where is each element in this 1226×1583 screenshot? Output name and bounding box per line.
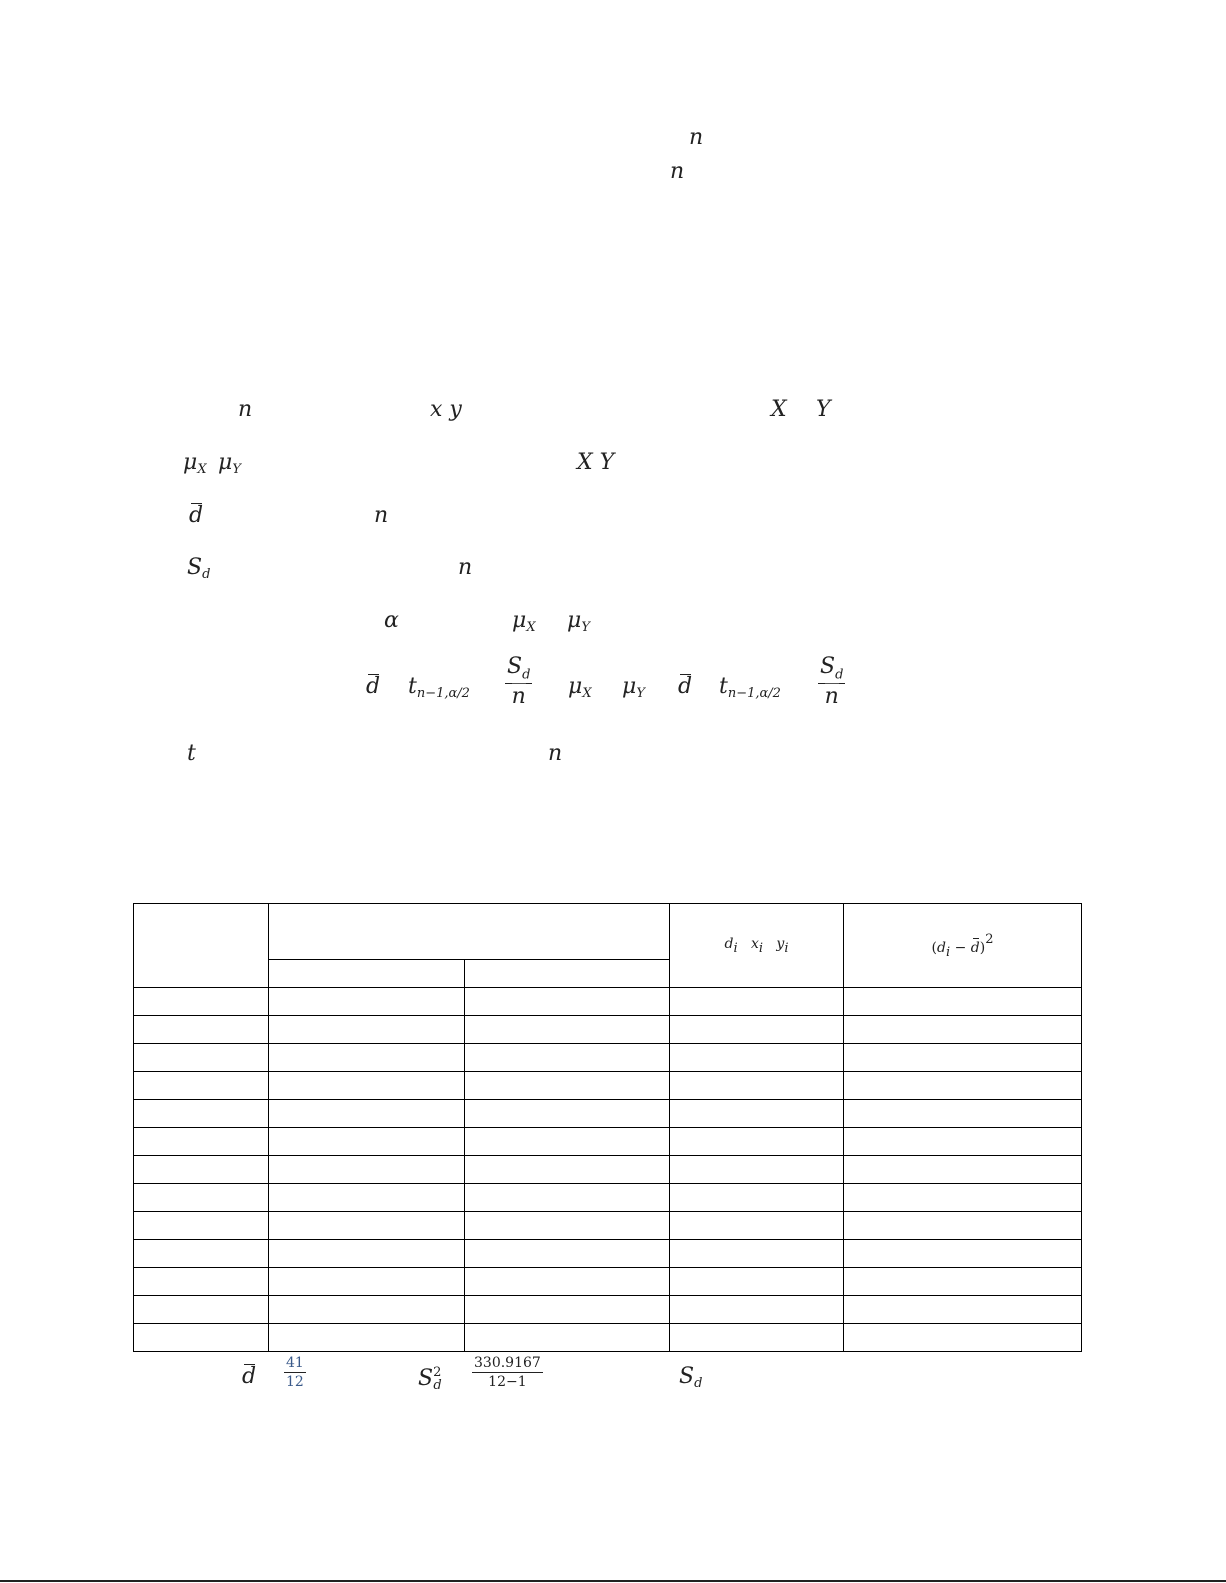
table-row — [134, 1072, 1082, 1100]
summary-variance-symbol: $S^2_d$ — [418, 1365, 442, 1393]
row3-n-symbol: n — [374, 503, 389, 528]
row1-Y-symbol: Y — [816, 397, 831, 422]
table-cell — [670, 1296, 844, 1324]
table-cell — [670, 1016, 844, 1044]
table-row — [134, 1016, 1082, 1044]
table-cell — [465, 1044, 670, 1072]
table-row — [134, 988, 1082, 1016]
table-cell — [465, 1100, 670, 1128]
table-cell — [844, 1296, 1082, 1324]
table-cell — [269, 1324, 465, 1352]
table-cell — [134, 1184, 269, 1212]
table-row — [134, 1268, 1082, 1296]
table-cell — [465, 988, 670, 1016]
table-row — [134, 1296, 1082, 1324]
header-difference: $d_i$ $x_i$ $y_i$ — [670, 904, 844, 988]
table-cell — [844, 1100, 1082, 1128]
table-cell — [465, 1240, 670, 1268]
table-cell — [269, 1072, 465, 1100]
page-bottom-rule — [0, 1580, 1226, 1582]
row4-n-symbol: n — [458, 555, 473, 580]
row4-Sd-symbol: $S_d$ — [187, 555, 211, 582]
table-cell — [134, 988, 269, 1016]
table-cell — [465, 1296, 670, 1324]
row5-mu-y: $\mu_Y$ — [567, 608, 590, 635]
table-cell — [844, 1016, 1082, 1044]
table-cell — [844, 1268, 1082, 1296]
ci-dbar-right: d — [678, 674, 693, 699]
table-cell — [844, 988, 1082, 1016]
table-cell — [269, 1100, 465, 1128]
table-cell — [670, 988, 844, 1016]
table-row — [134, 1044, 1082, 1072]
table-row — [134, 1212, 1082, 1240]
table-cell — [844, 1324, 1082, 1352]
subheader-cell-y — [465, 960, 670, 988]
table-cell — [269, 1296, 465, 1324]
table-cell — [670, 1240, 844, 1268]
header-squared-deviation: $(d_i - d)^2$ — [844, 904, 1082, 988]
table-row — [134, 1324, 1082, 1352]
table-cell — [844, 1156, 1082, 1184]
intro-n-symbol-2: n — [670, 159, 685, 184]
summary-sd-symbol: $S_d$ — [679, 1364, 703, 1391]
table-cell — [134, 1324, 269, 1352]
table-row — [134, 1240, 1082, 1268]
ci-mu-y: $\mu_Y$ — [622, 674, 645, 701]
table-cell — [134, 1100, 269, 1128]
summary-variance-fraction: $\frac{330.9167}{12-1}$ — [474, 1355, 541, 1390]
table-cell — [134, 1044, 269, 1072]
table-cell — [670, 1100, 844, 1128]
table-cell — [269, 1016, 465, 1044]
table-cell — [465, 1184, 670, 1212]
ci-mu-x: $\mu_X$ — [568, 674, 592, 701]
row1-xy-symbols: x y — [430, 397, 462, 422]
header-empty-cell — [134, 904, 269, 988]
table-cell — [269, 1184, 465, 1212]
table-cell — [465, 1016, 670, 1044]
row3-dbar-symbol: d — [189, 503, 204, 528]
table-row — [134, 1100, 1082, 1128]
table-cell — [465, 1128, 670, 1156]
table-cell — [269, 1212, 465, 1240]
table-cell — [465, 1072, 670, 1100]
row7-t-symbol: t — [187, 741, 196, 766]
table-row — [134, 1184, 1082, 1212]
intro-n-symbol: n — [689, 125, 704, 150]
table-cell — [670, 1044, 844, 1072]
table-cell — [670, 1324, 844, 1352]
table-cell — [844, 1072, 1082, 1100]
table-body — [134, 988, 1082, 1352]
table-cell — [269, 1240, 465, 1268]
header-group-cell — [269, 904, 670, 960]
table-cell — [670, 1072, 844, 1100]
table-cell — [134, 1212, 269, 1240]
row2-XY-symbols: X Y — [577, 450, 615, 475]
table-cell — [670, 1184, 844, 1212]
table-cell — [844, 1044, 1082, 1072]
table-cell — [844, 1128, 1082, 1156]
row1-n-symbol: n — [238, 397, 253, 422]
table-cell — [844, 1240, 1082, 1268]
table-cell — [465, 1268, 670, 1296]
row5-alpha-symbol: α — [384, 608, 399, 633]
row2-mu-y: $\mu_Y$ — [218, 450, 241, 477]
table-cell — [134, 1268, 269, 1296]
ci-t-right: $t_{n-1,\alpha/2}$ — [719, 674, 781, 701]
table-cell — [269, 1128, 465, 1156]
table-row — [134, 1156, 1082, 1184]
table-cell — [134, 1156, 269, 1184]
table-cell — [465, 1324, 670, 1352]
table-cell — [134, 1240, 269, 1268]
table-cell — [269, 1044, 465, 1072]
paired-differences-table — [133, 903, 1082, 1352]
table-row — [134, 1128, 1082, 1156]
row5-mu-x: $\mu_X$ — [512, 608, 536, 635]
table-cell — [134, 1016, 269, 1044]
table-cell — [134, 1296, 269, 1324]
table-cell — [844, 1184, 1082, 1212]
table-cell — [670, 1128, 844, 1156]
ci-sd-over-sqrt-n-right: $\frac{S_d}{n}$ — [820, 654, 844, 710]
ci-sd-over-sqrt-n-left: $\frac{S_d}{n}$ — [507, 654, 531, 710]
table-cell — [269, 988, 465, 1016]
summary-dbar-symbol: d — [242, 1364, 257, 1389]
ci-t-left: $t_{n-1,\alpha/2}$ — [408, 674, 470, 701]
ci-dbar-left: d — [366, 674, 381, 699]
subheader-cell-x — [269, 960, 465, 988]
row1-X-symbol: X — [771, 397, 787, 422]
row7-n-symbol: n — [548, 741, 563, 766]
table-cell — [465, 1212, 670, 1240]
table-cell — [670, 1212, 844, 1240]
table-cell — [134, 1128, 269, 1156]
table-cell — [134, 1072, 269, 1100]
table-cell — [670, 1156, 844, 1184]
table-cell — [465, 1156, 670, 1184]
table-cell — [269, 1268, 465, 1296]
table-cell — [269, 1156, 465, 1184]
summary-mean-fraction: $\frac{41}{12}$ — [286, 1355, 304, 1390]
table-cell — [844, 1212, 1082, 1240]
row2-mu-x: $\mu_X$ — [183, 450, 207, 477]
table-cell — [670, 1268, 844, 1296]
table-header-row — [134, 904, 1082, 960]
